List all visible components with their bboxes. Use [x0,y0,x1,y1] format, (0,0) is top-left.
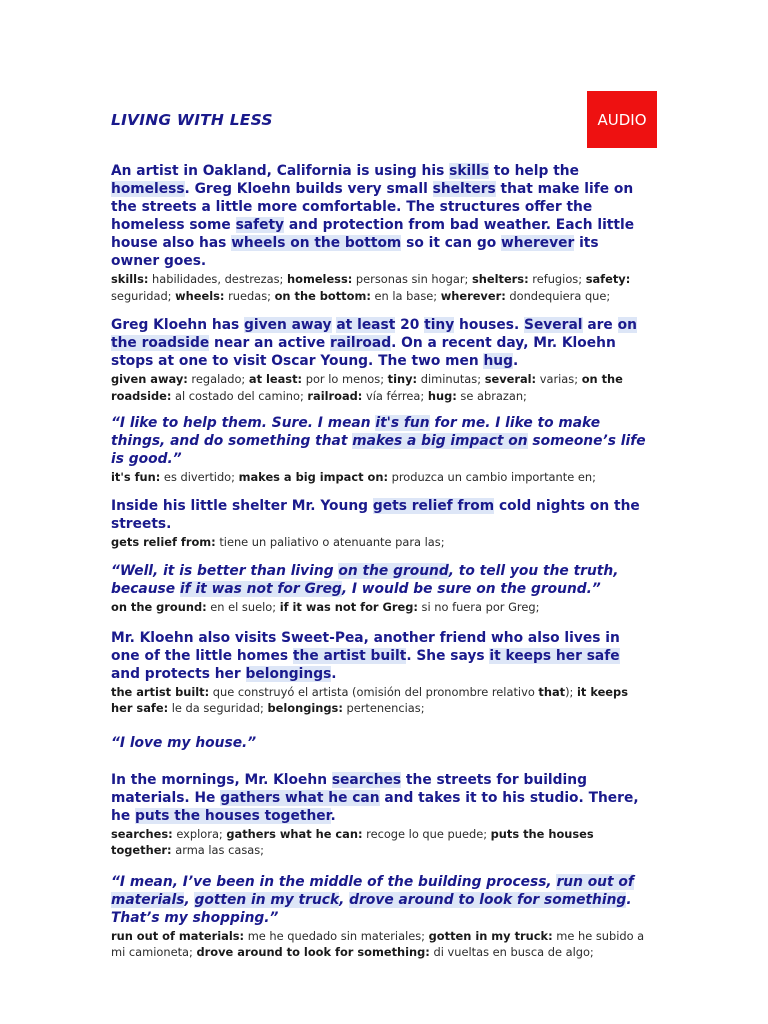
vocabulary-gloss [111,469,651,486]
quote-text [111,414,651,468]
text-segment: “I like to help them. Sure. I mean [111,415,376,431]
quote-text [111,562,651,598]
gloss-term: drove around to look for something: [196,945,430,959]
text-segment: . On a recent day, Mr. Kloehn stops at one to visit Oscar Young. The two men [111,335,616,369]
gloss-definition: explora; [172,826,227,841]
text-segment: . Greg Kloehn builds very small [184,181,433,197]
article-paragraph [111,629,651,717]
text-segment: cold nights on the streets. [111,497,640,532]
text-segment: “Well, it is better than living [111,563,339,579]
text-segment: its owner goes. [111,235,599,269]
gloss-term: railroad: [307,388,363,403]
text-segment: “I love my house.” [111,734,257,751]
vocab-highlight: run out of materials [111,873,634,908]
gloss-definition: si no fuera por Greg; [417,600,540,614]
gloss-definition: me he quedado sin materiales; [244,928,429,943]
gloss-term: given away: [111,372,188,386]
text-segment: , I would be sure on the ground.” [341,581,601,597]
vocab-highlight: drove around to look for something [349,891,627,908]
page-title: LIVING WITH LESS [111,111,273,129]
article-paragraph [111,734,651,752]
vocab-highlight: at least [336,317,396,333]
vocabulary-gloss [111,599,651,616]
vocabulary-gloss [111,534,651,551]
gloss-definition: varias; [536,372,582,386]
gloss-definition: refugios; [528,272,586,286]
gloss-definition: di vueltas en busca de algo; [429,945,594,959]
gloss-term: several: [484,372,537,386]
vocab-highlight: if it was not for Greg [179,581,342,597]
vocab-highlight: on the ground [338,563,449,579]
gloss-term: puts the houses together: [111,826,594,857]
vocab-highlight: tiny [424,317,455,333]
text-segment: , [339,891,350,908]
gloss-definition: en el suelo; [206,600,280,614]
vocab-highlight: on the roadside [111,317,637,351]
gloss-definition: es divertido; [160,470,239,484]
gloss-definition: habilidades, destrezas; [148,272,288,286]
gloss-term: searches: [111,826,173,841]
gloss-definition: produzca un cambio importante en; [388,470,596,484]
vocab-highlight: it's fun [375,415,430,431]
text-segment: that make life on the streets a little more comfortable. The structures offer the homeless some [111,181,634,233]
paragraph-text [111,497,651,533]
gloss-definition: dondequiera que; [505,288,611,303]
text-segment: An artist in Oakland, California is using his [111,163,450,179]
article-paragraph [111,162,651,304]
gloss-term: on the ground: [111,600,207,614]
vocab-highlight: belongings [245,665,332,682]
article-paragraph [111,414,651,486]
gloss-definition: que construyó el artista (omisión del pronombre relativo [209,684,539,699]
gloss-term: gotten in my truck: [428,928,553,943]
article-paragraph [111,316,651,404]
vocab-highlight: wherever [501,235,575,251]
gloss-definition: recoge lo que puede; [362,826,491,841]
article-paragraph [111,562,651,616]
vocab-highlight: wheels on the bottom [231,235,402,251]
text-segment: near an active [209,335,331,351]
vocab-highlight: shelters [432,181,496,197]
gloss-definition: diminutas; [417,372,485,386]
text-segment: . [513,353,519,369]
gloss-definition: arma las casas; [171,843,265,857]
vocab-highlight: puts the houses together [134,807,331,824]
gloss-term: shelters: [471,272,529,286]
audio-button[interactable]: AUDIO [587,91,657,148]
gloss-term: makes a big impact on: [238,470,389,484]
gloss-definition: ); [565,684,577,699]
gloss-term: at least: [248,372,303,386]
paragraph-text [111,771,651,825]
gloss-definition: ruedas; [224,288,275,303]
gloss-term: on the roadside: [111,372,623,403]
paragraph-text [111,629,651,683]
gloss-definition: le da seguridad; [168,701,268,715]
gloss-definition: me he subido a mi camioneta; [111,928,645,959]
gloss-term: run out of materials: [111,928,245,943]
vocab-highlight: gotten in my truck [194,891,340,908]
article-paragraph [111,873,651,961]
gloss-term: on the bottom: [274,288,371,303]
text-segment: , to tell you the truth, because [111,563,619,597]
gloss-definition: pertenencias; [342,701,425,715]
gloss-term: belongings: [267,701,343,715]
text-segment: “I mean, I’ve been in the middle of the building process, [111,873,557,890]
article-paragraph [111,497,651,551]
vocabulary-gloss [111,271,651,304]
gloss-term: if it was not for Greg: [279,600,418,614]
gloss-term: it's fun: [111,470,161,484]
text-segment: and protection from bad weather. Each little house also has [111,217,635,251]
text-segment: Inside his little shelter Mr. Young [111,497,373,514]
vocab-highlight: gathers what he can [220,789,380,806]
text-segment: 20 [395,317,425,333]
article-body [111,162,651,961]
vocab-highlight: the artist built [292,647,407,664]
gloss-definition: tiene un paliativo o atenuante para las; [215,534,445,549]
vocab-highlight: Several [524,317,583,333]
gloss-definition: vía férrea; [362,388,428,403]
vocabulary-gloss [111,928,651,961]
gloss-definition: al costado del camino; [171,388,308,403]
vocab-highlight: homeless [111,181,185,197]
text-segment: for me. I like to make things, and do something that [111,415,601,449]
gloss-definition: se abrazan; [456,388,527,403]
gloss-term: it keeps her safe: [111,684,628,715]
gloss-definition: en la base; [370,288,441,303]
text-segment: the streets for building materials. He [111,771,587,806]
text-segment: houses. [454,317,525,333]
gloss-term: skills: [111,272,149,286]
gloss-term: the artist built: [111,684,210,699]
gloss-term: wherever: [440,288,506,303]
vocabulary-gloss [111,684,651,717]
text-segment: so it can go [401,235,502,251]
gloss-definition: personas sin hogar; [352,272,472,286]
vocab-highlight: railroad [330,335,392,351]
text-segment: and protects her [111,665,246,682]
quote-text [111,873,651,927]
vocab-highlight: makes a big impact on [352,433,528,449]
gloss-definition: por lo menos; [302,372,388,386]
gloss-term: wheels: [175,288,225,303]
vocabulary-gloss [111,826,651,859]
vocab-highlight: hug [483,353,513,369]
vocab-highlight: skills [449,163,489,179]
gloss-definition: regalado; [187,372,249,386]
text-segment: Mr. Kloehn also visits Sweet-Pea, another friend who also lives in one of the little homes [111,629,620,664]
article-paragraph [111,771,651,859]
quote-text [111,734,651,752]
gloss-term: homeless: [287,272,353,286]
text-segment: . She says [406,647,490,664]
text-segment: . [331,665,337,682]
paragraph-text [111,316,651,370]
gloss-term: gets relief from: [111,534,216,549]
vocab-highlight: it keeps her safe [489,647,620,664]
vocab-highlight: safety [235,217,285,233]
text-segment: someone’s life is good.” [111,433,646,467]
text-segment: . [330,807,336,824]
text-segment: and takes it to his studio. There, he [111,789,639,824]
gloss-term: gathers what he can: [226,826,363,841]
text-segment: to help the [488,163,579,179]
text-segment: are [582,317,618,333]
gloss-definition: seguridad; [111,288,176,303]
vocab-highlight: searches [331,771,402,788]
gloss-term: hug: [427,388,457,403]
gloss-term: safety: [585,272,631,286]
text-segment: In the mornings, Mr. Kloehn [111,771,332,788]
vocabulary-gloss [111,371,651,404]
text-segment: , [184,891,195,908]
paragraph-text [111,162,651,270]
text-segment: . That’s my shopping.” [111,891,632,926]
vocab-highlight: given away [244,317,332,333]
vocab-highlight: gets relief from [372,497,495,514]
text-segment: Greg Kloehn has [111,317,245,333]
gloss-term: that [538,684,566,699]
gloss-term: tiny: [387,372,418,386]
